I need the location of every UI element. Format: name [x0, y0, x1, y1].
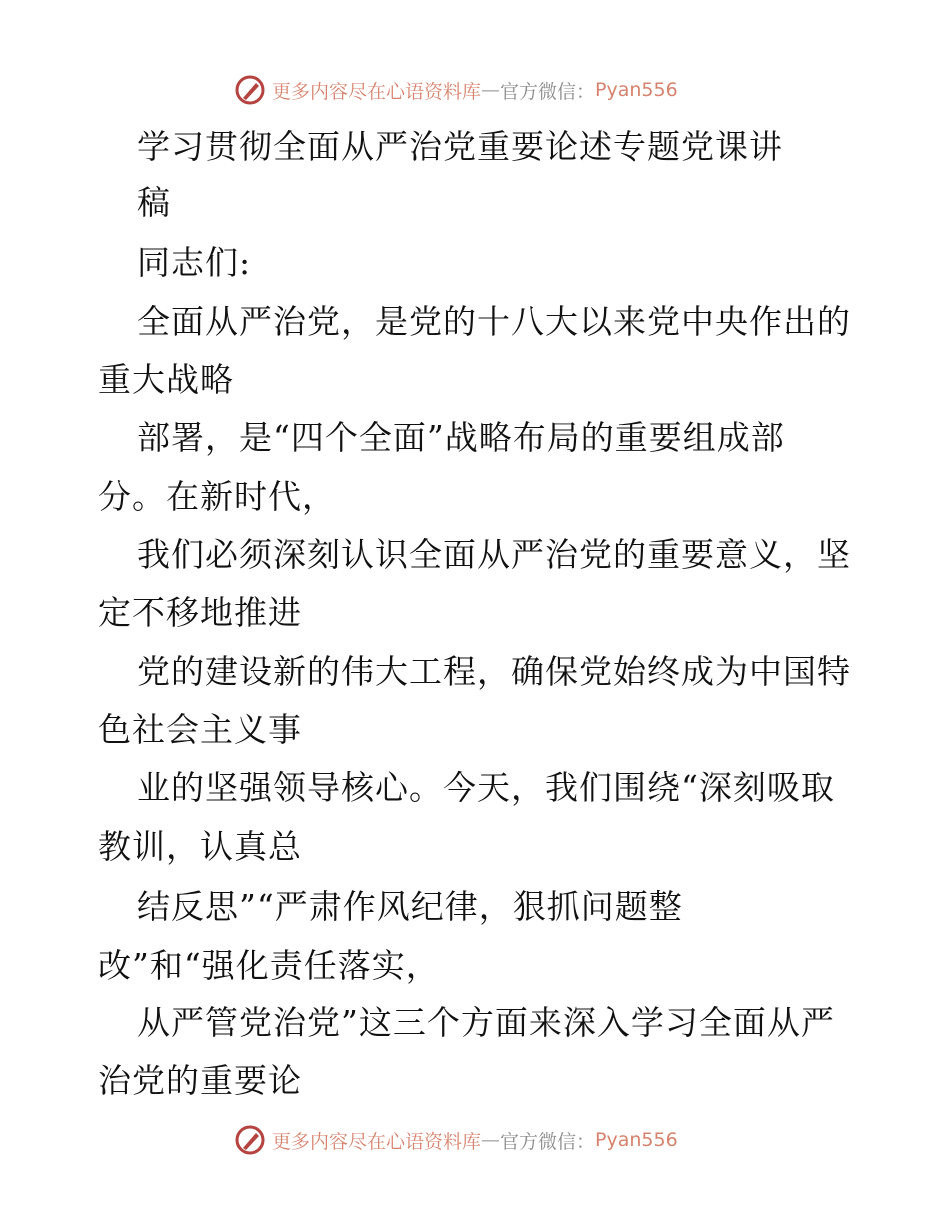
watermark-label: 官方微信：: [500, 1130, 596, 1153]
footer-watermark: [234, 1122, 678, 1158]
text-line: 教训，认真总: [98, 827, 302, 866]
text-line: 色社会主义事: [98, 710, 302, 749]
text-line: 分。在新时代，: [98, 477, 336, 516]
header-watermark: [234, 72, 678, 108]
text-line: 党的建设新的伟大工程，确保党始终成为中国特: [137, 652, 851, 691]
text-line: 我们必须深刻认识全面从严治党的重要意义，坚: [137, 535, 851, 574]
text-line: 学习贯彻全面从严治党重要论述专题党课讲: [137, 127, 783, 166]
text-line: 业的坚强领导核心。今天，我们围绕“深刻吸取: [137, 768, 835, 807]
watermark-site: 更多内容尽在心语资料库: [272, 1130, 482, 1153]
watermark-site: 更多内容尽在心语资料库: [272, 80, 482, 103]
watermark-label: 官方微信：: [500, 80, 596, 103]
text-line: 稿: [137, 183, 171, 222]
pen-logo-icon: [234, 1124, 266, 1156]
text-line: 定不移地推进: [98, 593, 302, 632]
text-line: 治党的重要论: [98, 1061, 302, 1100]
watermark-account: Pyan556: [595, 79, 678, 101]
text-line: 改”和“强化责任落实，: [98, 946, 440, 985]
pen-logo-icon: [234, 74, 266, 106]
watermark-dash: —: [481, 1129, 501, 1151]
text-line: 重大战略: [98, 360, 234, 399]
text-line: 全面从严治党，是党的十八大以来党中央作出的: [137, 302, 851, 341]
text-line: 结反思”“严肃作风纪律，狠抓问题整: [137, 887, 683, 926]
text-line: 同志们:: [137, 243, 252, 282]
text-line: 从严管党治党”这三个方面来深入学习全面从严: [137, 1003, 835, 1042]
watermark-account: Pyan556: [595, 1129, 678, 1151]
watermark-dash: —: [481, 79, 501, 101]
text-line: 部署，是“四个全面”战略布局的重要组成部: [137, 418, 785, 457]
